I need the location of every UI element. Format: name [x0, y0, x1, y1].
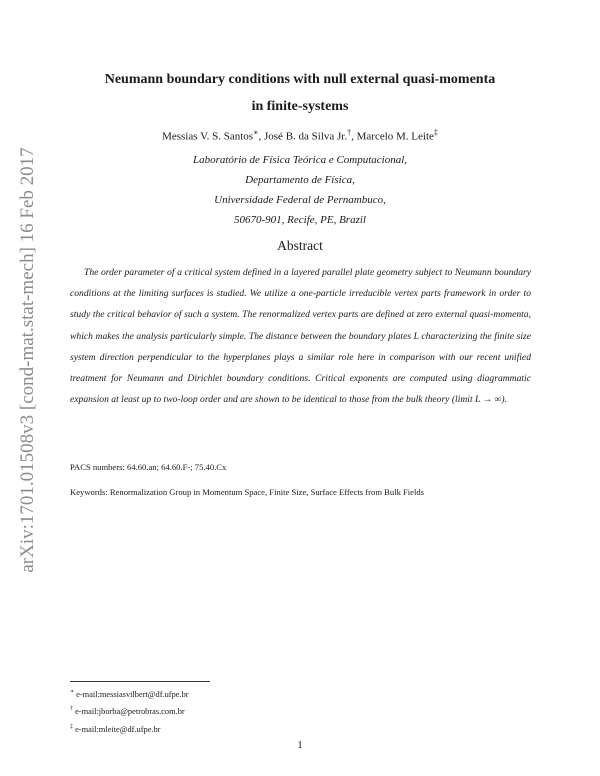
affiliation-line-2: Departamento de Física,: [245, 174, 355, 186]
author-list: Messias V. S. Santos∗, José B. da Silva Jr.†, Marcelo M. Leite‡: [162, 128, 438, 143]
pacs-numbers: PACS numbers: 64.60.an; 64.60.F-; 75.40.Cx: [70, 462, 227, 472]
affiliation-line-3: Universidade Federal de Pernambuco,: [214, 194, 386, 206]
affiliation-line-4: 50670-901, Recife, PE, Brazil: [234, 214, 366, 226]
footnote-2: [70, 702, 189, 719]
title-line-1: Neumann boundary conditions with null external quasi-momenta: [104, 72, 496, 87]
paper-title: [60, 66, 540, 120]
keywords: Keywords: Renormalization Group in Momentum Space, Finite Size, Surface Effects from Bulk Fields: [70, 487, 425, 497]
page-number: 1: [297, 739, 303, 751]
author-2-mark: †: [347, 128, 352, 137]
author-3: Marcelo M. Leite: [356, 130, 434, 143]
affiliation-line-1: Laboratório de Física Teórica e Computacional,: [192, 154, 408, 166]
footnote-3: [70, 720, 189, 737]
footnote-1-mark: ∗: [70, 689, 75, 695]
abstract-body: The order parameter of a critical system defined in a layered parallel plate geometry subject to Neumann boundary conditions at the limiting surfaces is studied. We utilize a one-particle irreducible vertex parts framework in order to study the critical behavior of such a system. The renormalized vertex parts are defined at zero external quasi-momenta, which makes the analysis particularly simple. The distance between the boundary plates L characterizing the finite size system direction perpendicular to the hyperplanes plays a similar role here in comparison with our recent unified treatment for Neumann and Dirichlet boundary conditions. Critical exponents are computed using diagrammatic expansion at least up to two-loop order and are shown to be identical to those from the bulk theory (limit L → ∞).: [70, 267, 531, 406]
arxiv-identifier: arXiv:1701.01508v3 [cond-mat.stat-mech] 16 Feb 2017: [17, 147, 38, 573]
title-line-2: in finite-systems: [251, 99, 349, 114]
author-1: Messias V. S. Santos: [162, 130, 254, 143]
affiliation: [60, 150, 540, 230]
footnote-3-mark: ‡: [70, 723, 73, 730]
abstract-heading: Abstract: [277, 238, 323, 253]
author-3-mark: ‡: [433, 128, 438, 137]
author-2: José B. da Silva Jr.: [264, 130, 348, 143]
footnote-2-email[interactable]: e-mail:jborba@petrobras.com.br: [75, 707, 185, 717]
footnote-2-mark: †: [70, 706, 73, 713]
footnotes: [70, 685, 189, 737]
footnote-rule: [70, 681, 210, 682]
author-1-mark: ∗: [253, 128, 259, 137]
footnote-3-email[interactable]: e-mail:mleite@df.ufpe.br: [75, 724, 161, 734]
footnote-1-email[interactable]: e-mail:messiasvilbert@df.ufpe.br: [76, 689, 189, 699]
footnote-1: [70, 685, 189, 702]
